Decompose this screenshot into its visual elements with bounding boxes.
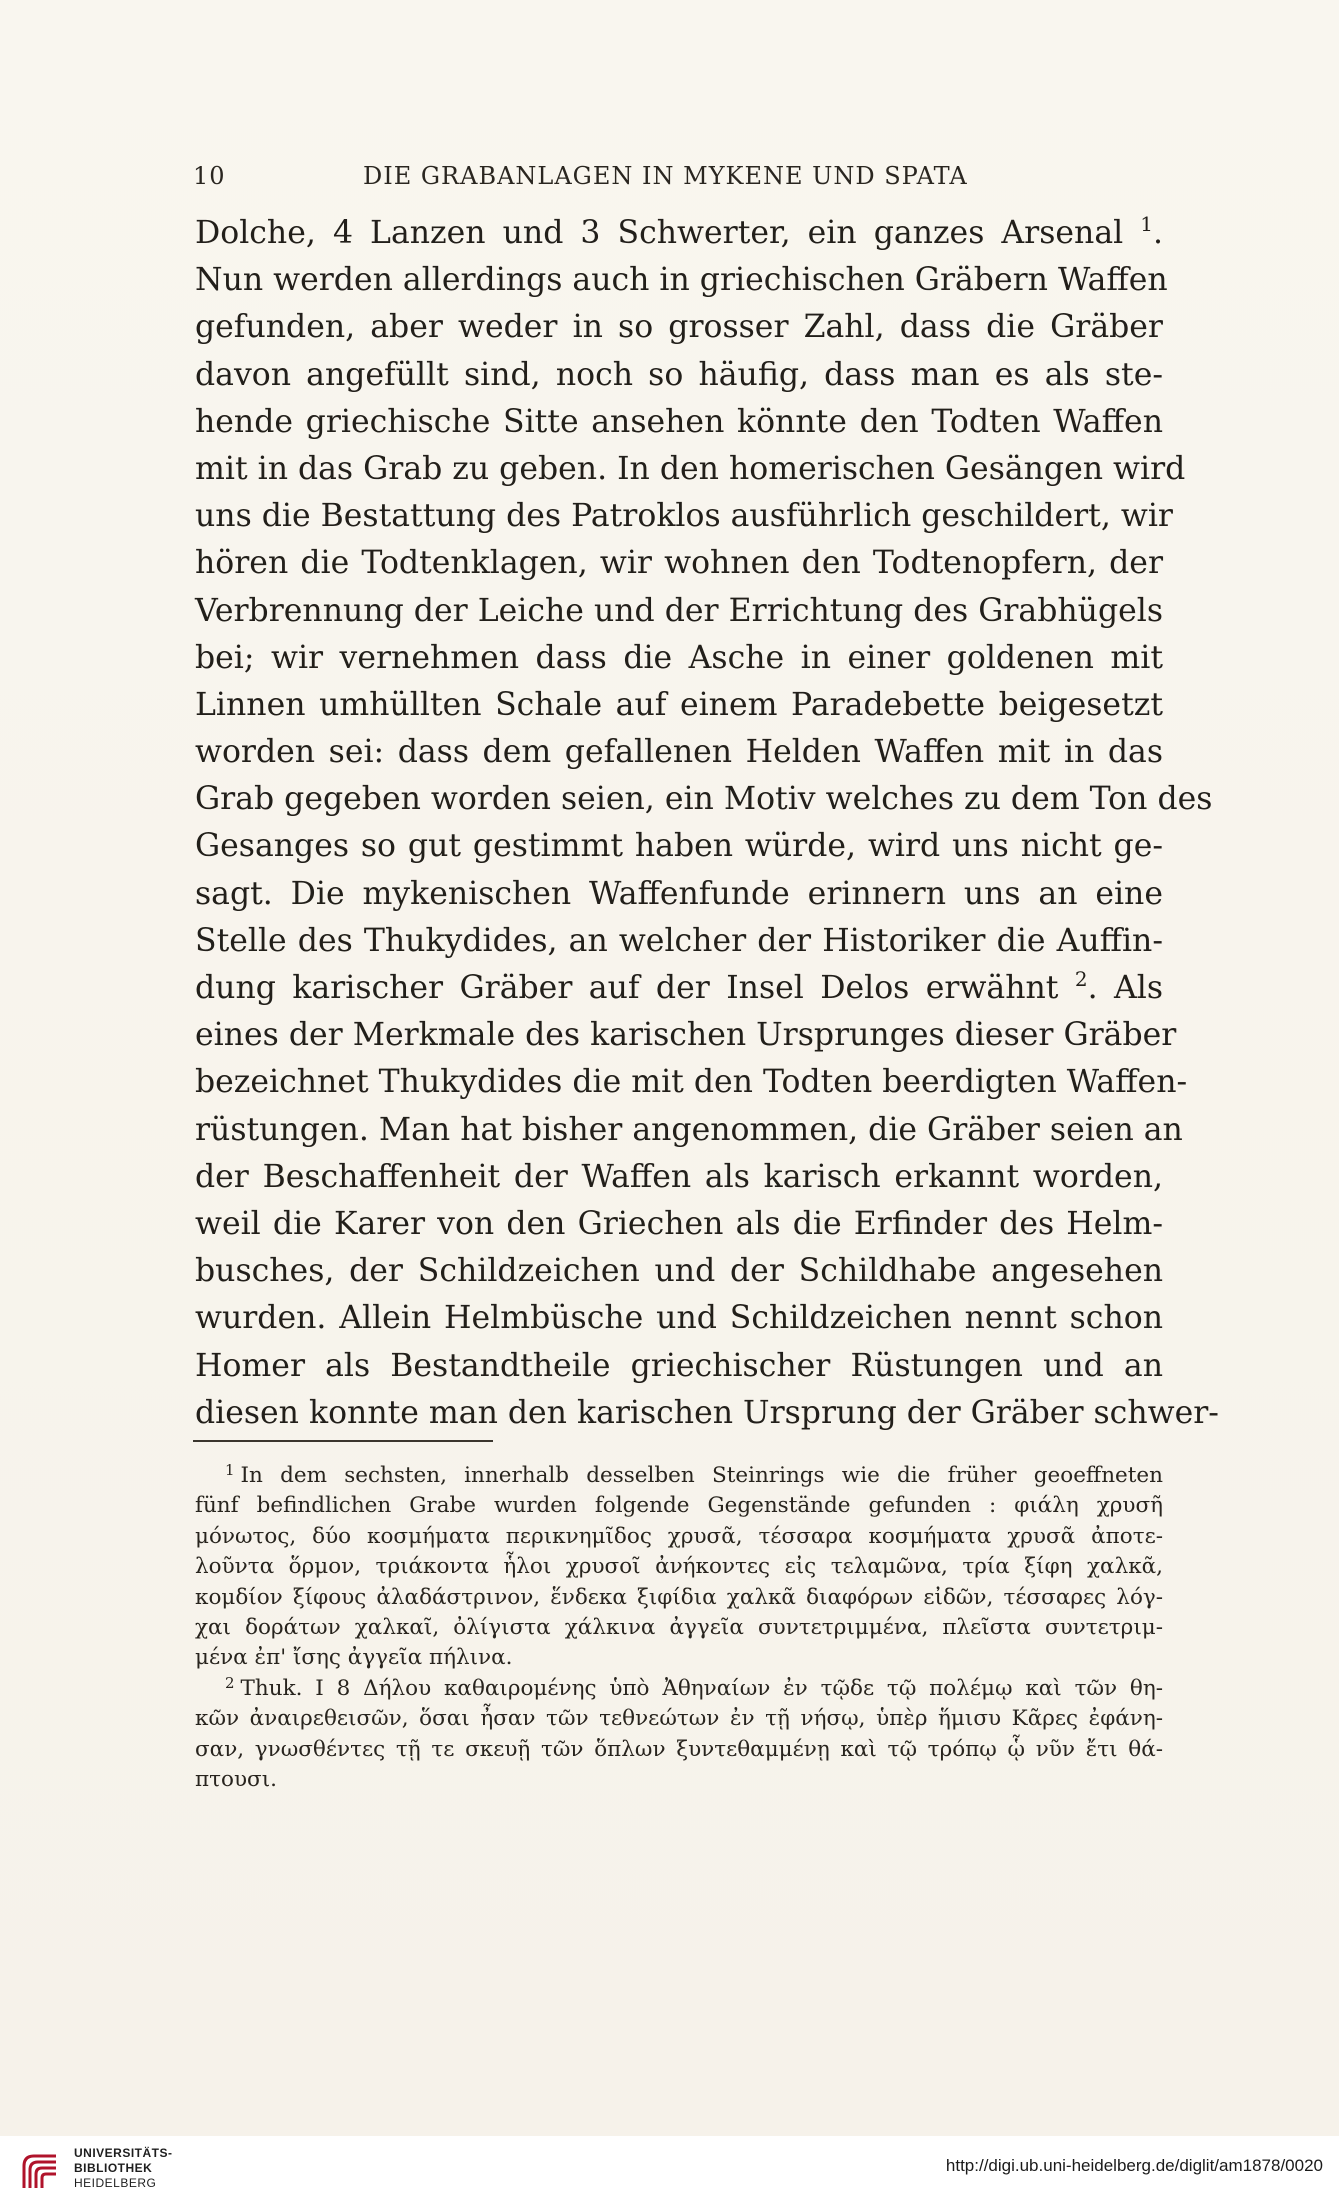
footnote-1-line: λοῦντα ὅρμον, τριάκοντα ἧλοι χρυσοῖ ἀνήκοντες εἰς τελαμῶνα, τρία ξίφη χαλκᾶ, [195,1554,1163,1580]
body-line: dung karischer Gräber auf der Insel Delos erwähnt $^2$. Als [195,967,1164,1006]
page-header [193,162,1173,202]
footnote-separator [193,1440,493,1442]
footnote-ref-1: 1 [1140,212,1153,236]
footnote-2-line: σαν, γνωσθέντες τῇ τε σκευῇ τῶν ὅπλων ξυντεθαμμένῃ καὶ τῷ τρόπῳ ᾧ νῦν ἔτι θά- [195,1736,1163,1762]
body-line: davon angefüllt sind, noch so häufig, dass man es als ste- [195,356,1163,393]
footnote-1-line: χαι δοράτων χαλκαῖ, ὀλίγιστα χάλκινα ἀγγεῖα συντετριμμένα, πλεῖστα συντετριμ- [195,1614,1163,1640]
body-line: hende griechische Sitte ansehen könnte den Todten Waffen [195,403,1163,440]
body-line: eines der Merkmale des karischen Ursprunges dieser Gräber [195,1017,1177,1054]
footnote-1-line: $^1$ In dem sechsten, innerhalb desselben Steinrings wie die früher geoeffneten [225,1461,1163,1488]
footnote-1-line: μόνωτος, δύο κοσμήματα περικνημῖδος χρυσᾶ, τέσσαρα κοσμήματα χρυσᾶ ἀποτε- [195,1523,1163,1549]
body-line: busches, der Schildzeichen und der Schildhabe angesehen [195,1253,1163,1290]
body-line: uns die Bestattung des Patroklos ausführlich geschildert, wir [195,498,1173,535]
footnote-1-mark: 1 [225,1461,235,1479]
footnote-1-line: κομδίον ξίφους ἀλαδάστρινον, ἕνδεκα ξιφίδια χαλκᾶ διαφόρων εἰδῶν, τέσσαρες λόγ- [195,1584,1163,1610]
body-line: Nun werden allerdings auch in griechischen Gräbern Waffen [195,262,1168,299]
footnote-2-line: πτουσι. [195,1766,277,1792]
library-name: UNIVERSITÄTS- BIBLIOTHEK HEIDELBERG [74,2146,173,2190]
body-line: Stelle des Thukydides, an welcher der Historiker die Auffin- [195,922,1163,959]
footnote-ref-2: 2 [1074,967,1088,991]
body-line: mit in das Grab zu geben. In den homerischen Gesängen wird [195,450,1186,487]
page-number: 10 [193,162,226,190]
body-line: bei; wir vernehmen dass die Asche in einer goldenen mit [195,639,1163,676]
body-line: diesen konnte man den karischen Ursprung der Gräber schwer- [195,1394,1219,1431]
footnote-1-line: fünf befindlichen Grabe wurden folgende Gegenstände gefunden : φιάλη χρυσῆ [195,1493,1163,1519]
source-url-link[interactable]: http://digi.ub.uni-heidelberg.de/diglit/am1878/0020 [945,2156,1323,2175]
body-line: worden sei: dass dem gefallenen Helden Waffen mit in das [195,734,1163,771]
body-line: bezeichnet Thukydides die mit den Todten beerdigten Waffen- [195,1064,1188,1101]
library-logo-icon[interactable] [18,2150,62,2194]
body-line: hören die Todtenklagen, wir wohnen den Todtenopfern, der [195,545,1163,582]
body-line: sagt. Die mykenischen Waffenfunde erinnern uns an eine [195,875,1163,912]
footnote-2-line: $^2$ Thuk. I 8 Δήλου καθαιρομένης ὑπὸ Ἀθηναίων ἐν τῷδε τῷ πολέμῳ καὶ τῶν θη- [225,1673,1163,1701]
footnote-2-mark: 2 [225,1673,235,1692]
footnote-1-line: μένα ἐπ' ἴσης ἀγγεῖα πήλινα. [195,1645,513,1671]
body-line: wurden. Allein Helmbüsche und Schildzeichen nennt schon [195,1300,1163,1337]
body-line: Homer als Bestandtheile griechischer Rüstungen und an [195,1347,1163,1384]
body-line: Gesanges so gut gestimmt haben würde, wird uns nicht ge- [195,828,1163,865]
body-line: weil die Karer von den Griechen als die Erfinder des Helm- [195,1205,1163,1242]
body-text [195,210,1219,1437]
body-line: Grab gegeben worden seien, ein Motiv welches zu dem Ton des [195,781,1213,818]
footnotes [195,1461,1163,1795]
body-line: gefunden, aber weder in so grosser Zahl, dass die Gräber [195,309,1163,346]
body-line: Dolche, 4 Lanzen und 3 Schwerter, ein ganzes Arsenal $^1$. [195,212,1163,251]
body-line: rüstungen. Man hat bisher angenommen, die Gräber seien an [195,1111,1183,1148]
body-line: der Beschaffenheit der Waffen als karisch erkannt worden, [195,1158,1163,1195]
body-line: Verbrennung der Leiche und der Errichtung des Grabhügels [195,592,1163,629]
running-title: DIE GRABANLAGEN IN MYKENE UND SPATA [363,162,968,190]
body-line: Linnen umhüllten Schale auf einem Paradebette beigesetzt [195,686,1163,723]
footnote-2-line: κῶν ἀναιρεθεισῶν, ὅσαι ἦσαν τῶν τεθνεώτων ἐν τῇ νήσῳ, ὑπὲρ ἥμισυ Κᾶρες ἐφάνη- [195,1706,1163,1732]
